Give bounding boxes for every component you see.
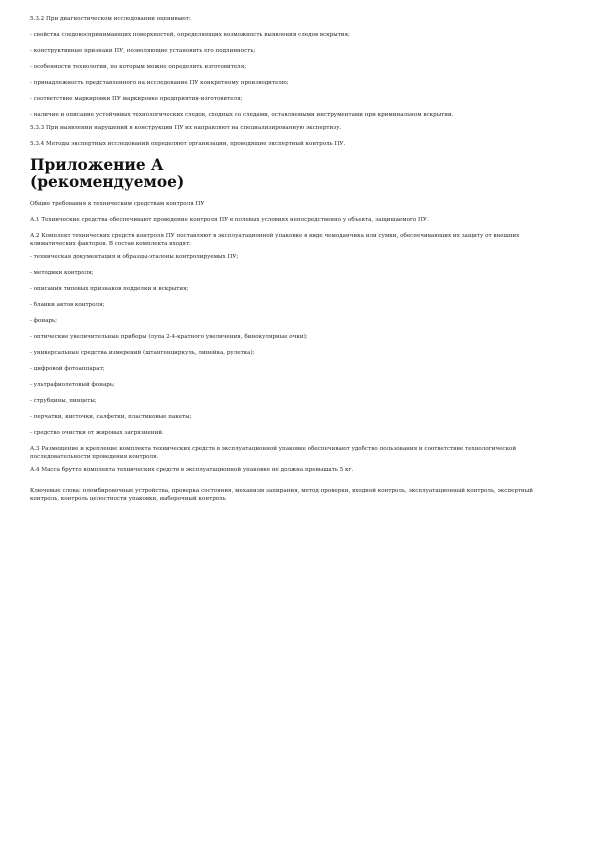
list-item: - бланки актов контроля; — [30, 302, 105, 309]
appendix-title: Приложение А — [30, 156, 164, 175]
appendix-status: (рекомендуемое) — [30, 173, 185, 192]
list-item: - универсальные средства измерений (штангенциркуль, линейка, рулетка); — [30, 350, 255, 357]
paragraph-a4: А.4 Масса брутто комплекта технических средств в эксплуатационной упаковке не должна превышать 5 кг. — [30, 467, 354, 474]
list-item: - средство очистки от жировых загрязнений. — [30, 430, 164, 437]
list-item: - принадлежность представленного на исследование ПУ конкретному производителю; — [30, 80, 289, 86]
list-item: - перчатки, кисточки, салфетки, пластиковые пакеты; — [30, 414, 192, 421]
appendix-subtitle: Общие требования к техническим средствам контроля ПУ — [30, 201, 205, 208]
list-item: - соответствие маркировки ПУ маркировке предприятия-изготовителя; — [30, 96, 243, 102]
paragraph-a3: А.3 Размещение и крепление комплекта технических средств в эксплуатационной упаковке обеспечивают удобство пользования и соответствие технологической последовательности проведения контроля. — [30, 446, 517, 460]
list-item: - оптические увеличительные приборы (лупа 2-4-кратного увеличения, бинокулярные очки); — [30, 334, 308, 341]
paragraph-5-3-2: 5.3.2 При диагностическом исследовании оценивают: — [30, 16, 191, 22]
list-item: - конструктивные признаки ПУ, позволяющие установить его подлинность; — [30, 48, 256, 54]
list-item: - техническая документация и образцы-эталоны контролируемых ПУ; — [30, 254, 239, 261]
list-item: - ультрафиолетовый фонарь; — [30, 382, 115, 389]
list-item: - особенности технологии, по которым можно определить изготовителя; — [30, 64, 247, 70]
list-item: - методики контроля; — [30, 270, 94, 277]
keywords: Ключевые слова: пломбировочные устройства, проверка состояния, механизм запирания, метод проверки, входной контроль, эксплуатационный контроль, экспертный контроль, контроль целостности упаковки, выборочный контроль — [30, 488, 533, 502]
appendix-heading — [30, 157, 555, 191]
list-item: - струбцины, пинцеты; — [30, 398, 97, 405]
list-item: - фонарь; — [30, 318, 57, 325]
list-item: - цифровой фотоаппарат; — [30, 366, 105, 373]
list-item: - наличие и описание устойчивых технологических следов, сходных со следами, оставляемыми инструментами при криминальном вскрытии. — [30, 112, 454, 118]
list-item: - описания типовых признаков подделки и вскрытия; — [30, 286, 189, 293]
paragraph-5-3-3: 5.3.3 При выявлении нарушений в конструкции ПУ их направляют на специализированную экспертизу. — [30, 125, 342, 132]
paragraph-a1: А.1 Технические средства обеспечивают проведение контроля ПУ в полевых условиях непосредственно у объекта, защищаемого ПУ. — [30, 217, 429, 224]
list-item: - свойства следовоспринимающих поверхностей, определяющих возможность выявления следов вскрытия; — [30, 32, 350, 38]
paragraph-5-3-4: 5.3.4 Методы экспертных исследований определяют организации, проводящие экспертный контроль ПУ. — [30, 141, 346, 148]
paragraph-a2: А.2 Комплект технических средств контроля ПУ поставляют в эксплуатационной упаковке в виде чемоданчика или сумки, обеспечивающих их защиту от внешних климатических факторов. В состав комплекта входят: — [30, 233, 520, 247]
